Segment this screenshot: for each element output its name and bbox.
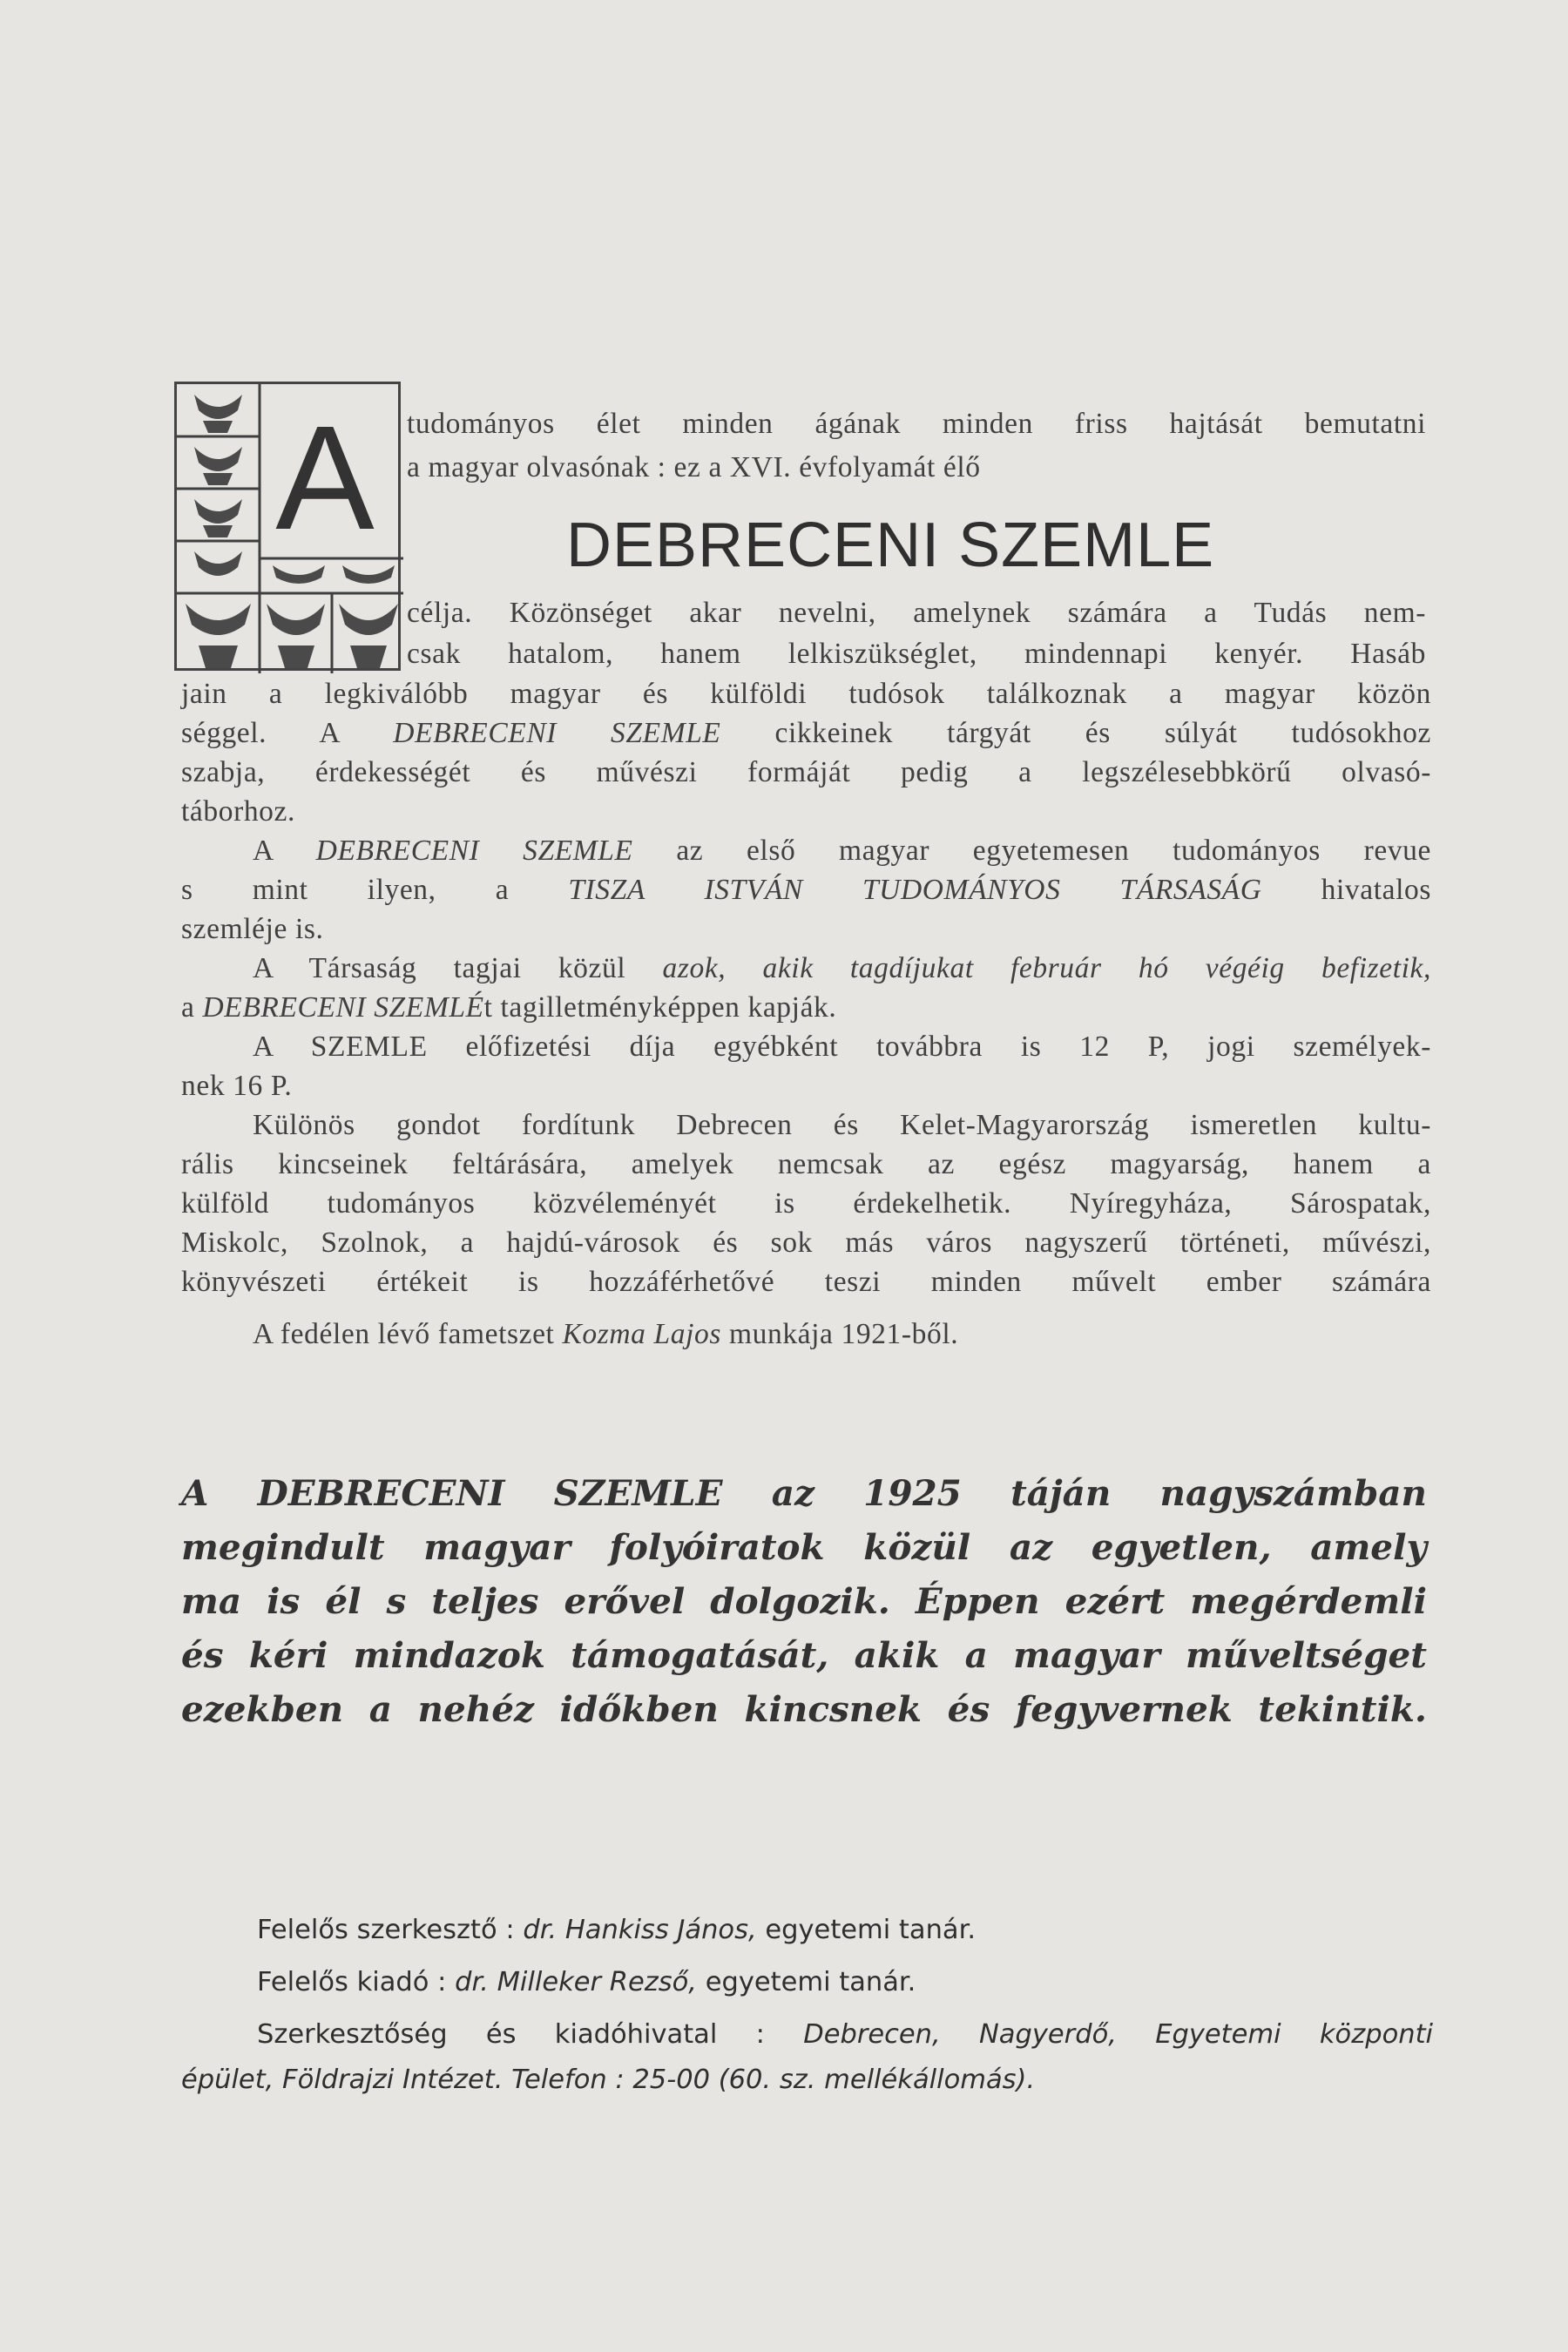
para2-line-2: s mint ilyen, a TISZA ISTVÁN TUDOMÁNYOS TÁRSASÁG hivatalos — [181, 874, 1431, 906]
intro-line-3: célja. Közönséget akar nevelni, amelynek számára a Tudás nem- — [407, 597, 1426, 629]
para4-line-1: A SZEMLE előfizetési díja egyébként továbbra is 12 P, jogi személyek- — [253, 1031, 1431, 1063]
imprint-office: Szerkesztőség és kiadóhivatal : Debrecen, Nagyerdő, Egyetemi központi — [257, 2019, 1433, 2050]
ornamental-drop-cap — [174, 382, 401, 671]
imprint-editor: Felelős szerkesztő : dr. Hankiss János, egyetemi tanár. — [257, 1915, 977, 1945]
intro-line-5: jain a legkiválóbb magyar és külföldi tudósok találkoznak a magyar közön — [181, 678, 1431, 710]
appeal-line-3: ma is él s teljes erővel dolgozik. Éppen ezért megérdemli — [181, 1580, 1427, 1622]
appeal-line-4: és kéri mindazok támogatását, akik a magyar műveltséget — [181, 1634, 1427, 1676]
intro-line-7: szabja, érdekességét és művészi formáját pedig a legszélesebbkörű olvasó- — [181, 756, 1431, 788]
para5-line-1: Különös gondot fordítunk Debrecen és Kelet-Magyarország ismeretlen kultu- — [253, 1109, 1431, 1141]
para5-line-4: Miskolc, Szolnok, a hajdú-városok és sok más város nagyszerű történeti, művészi, — [181, 1227, 1431, 1259]
intro-line-6: séggel. A DEBRECENI SZEMLE cikkeinek tárgyát és súlyát tudósokhoz — [181, 717, 1431, 749]
intro-line-2: a magyar olvasónak : ez a XVI. évfolyamát élő — [407, 451, 981, 483]
appeal-line-1: A DEBRECENI SZEMLE az 1925 táján nagyszámban — [181, 1472, 1427, 1514]
appeal-line-5: ezekben a nehéz időkben kincsnek és fegyvernek tekintik. — [181, 1688, 1427, 1730]
intro-line-1: tudományos élet minden ágának minden friss hajtását bemutatni — [407, 408, 1426, 440]
journal-title: DEBRECENI SZEMLE — [566, 510, 1215, 580]
cover-note: A fedélen lévő fametszet Kozma Lajos munkája 1921-ből. — [253, 1318, 959, 1350]
appeal-line-2: megindult magyar folyóiratok közül az egyetlen, amely — [181, 1526, 1427, 1568]
drop-cap-letter: A — [275, 395, 375, 561]
imprint-publisher: Felelős kiadó : dr. Milleker Rezső, egyetemi tanár. — [257, 1967, 916, 1997]
intro-line-4: csak hatalom, hanem lelkiszükséglet, mindennapi kenyér. Hasáb — [407, 638, 1426, 670]
para3-line-1: A Társaság tagjai közül azok, akik tagdíjukat február hó végéig befizetik, — [253, 952, 1431, 984]
para4-line-2: nek 16 P. — [181, 1070, 293, 1102]
para5-line-3: külföld tudományos közvéleményét is érdekelhetik. Nyíregyháza, Sárospatak, — [181, 1187, 1431, 1220]
para5-line-2: rális kincseinek feltárására, amelyek nemcsak az egész magyarság, hanem a — [181, 1148, 1431, 1180]
para3-line-2: a DEBRECENI SZEMLÉt tagilletményképpen kapják. — [181, 991, 837, 1024]
imprint-office-address: épület, Földrajzi Intézet. Telefon : 25-00 (60. sz. mellékállomás). — [181, 2065, 1036, 2095]
para5-line-5: könyvészeti értékeit is hozzáférhetővé teszi minden művelt ember számára — [181, 1266, 1431, 1298]
para2-line-1: A DEBRECENI SZEMLE az első magyar egyetemesen tudományos revue — [253, 835, 1431, 867]
para2-line-3: szemléje is. — [181, 913, 324, 945]
intro-line-8: táborhoz. — [181, 795, 295, 828]
